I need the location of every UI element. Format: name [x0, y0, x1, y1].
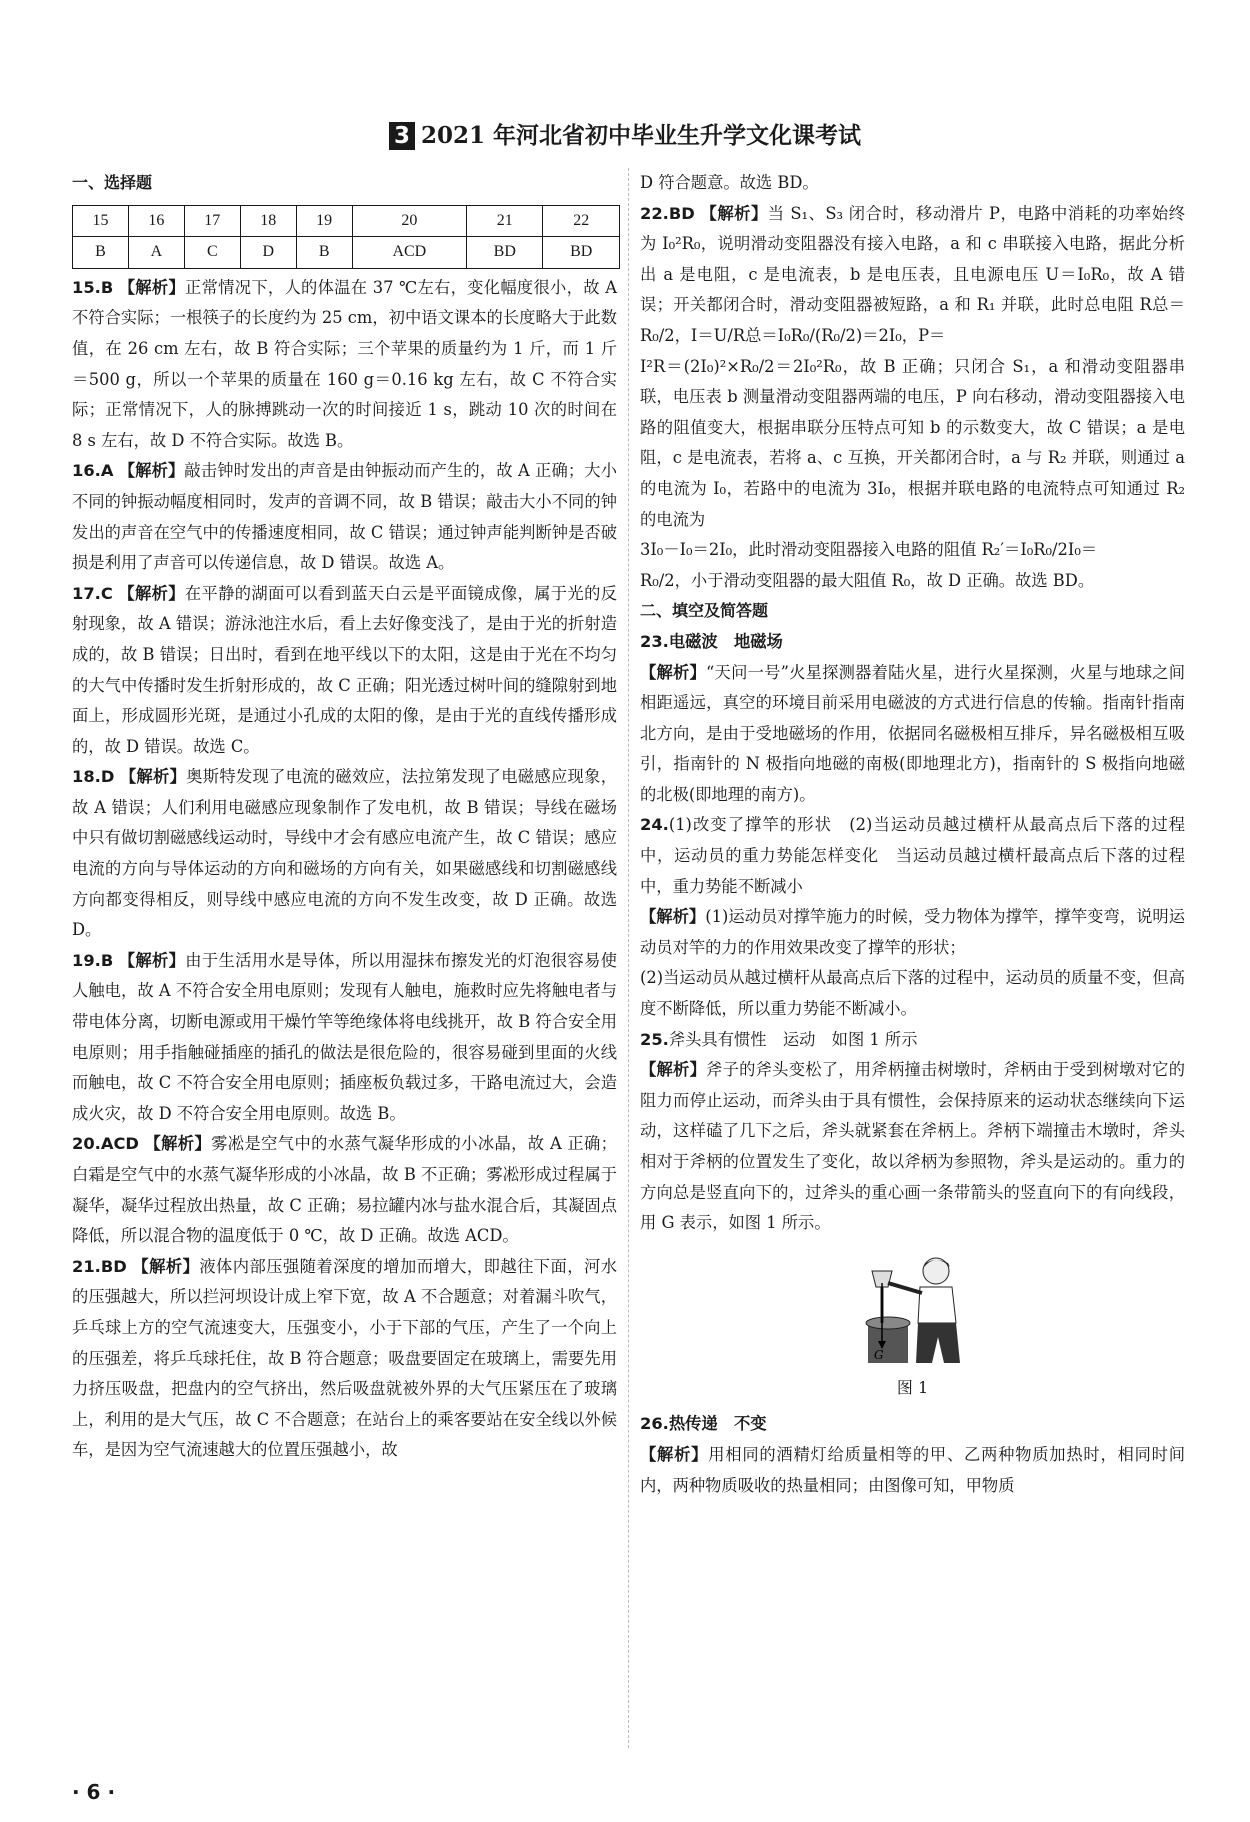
- question-21-continued: D 符合题意。故选 BD。: [640, 173, 819, 192]
- person-pants: [916, 1323, 960, 1363]
- table-cell: 19: [296, 205, 352, 237]
- question-18: 18.D 【解析】奥斯特发现了电流的磁效应，法拉第发现了电磁感应现象，故 A 错误；人们利用电磁感应现象制作了发电机，故 B 错误；导线在磁场中只有做切割磁感线运动时，导线中才会有感应电流产生，故 C 错误；感应电流的方向与导体运动的方向和磁场的方向有关，如果磁感线和切割磁感线方向都变得相反，则导线中感应电流的方向不发生改变，故 D 正确。故选 D。: [72, 767, 617, 940]
- table-cell: ACD: [352, 237, 466, 269]
- question-19: 19.B 【解析】由于生活用水是导体，所以用湿抹布擦发光的灯泡很容易使人触电，故 A 不符合安全用电原则；发现有人触电，施救时应先将触电者与带电体分离，切断电源或用干燥竹竿等绝缘体将电线挑开，故 B 符合安全用电原则；用手指触碰插座的插孔的做法是很危险的，很容易碰到里面的火线而触电，故 C 不符合安全用电原则；插座板负载过多，干路电流过大，会造成火灾，故 D 不符合安全用电原则。故选 B。: [72, 950, 617, 1123]
- section-heading-fill: 二、填空及简答题: [640, 601, 769, 621]
- answer-table-answer-row: [73, 237, 620, 269]
- page-title: [0, 122, 1250, 150]
- question-24-analysis-2: (2)当运动员从越过横杆从最高点后下落的过程中，运动员的质量不变，但高度不断降低，所以重力势能不断减小。: [640, 968, 1185, 1019]
- table-cell: 15: [73, 205, 129, 237]
- column-divider: [628, 168, 629, 1748]
- question-21: 21.BD 【解析】液体内部压强随着深度的增加而增大，即越往下面，河水的压强越大，所以拦河坝设计成上窄下宽，故 A 不合题意；对着漏斗吹气，乒乓球上方的空气流速变大，压强变小，小于下部的气压，产生了一个向上的压强差，将乒乓球托住，故 B 符合题意；吸盘要固定在玻璃上，需要先用力挤压吸盘，把盘内的空气挤出，然后吸盘就被外界的大气压紧压在了玻璃上，利用的是大气压，故 C 不合题意；在站台上的乘客要站在安全线以外候车，是因为空气流速越大的位置压强越小，故: [72, 1256, 617, 1460]
- table-cell: A: [128, 237, 184, 269]
- question-24-answer: 24.(1)改变了撑竿的形状 (2)当运动员越过横杆从最高点后下落的过程中，运动员的重力势能怎样变化 当运动员越过横杆最高点后下落的过程中，重力势能不断减小: [640, 815, 1185, 896]
- question-23-answer: 23.电磁波 地磁场: [640, 631, 783, 651]
- table-cell: 16: [128, 205, 184, 237]
- answer-table: [72, 205, 620, 269]
- question-22-part4: R₀/2，小于滑动变阻器的最大阻值 R₀，故 D 正确。故选 BD。: [640, 570, 1095, 590]
- question-17: 17.C 【解析】在平静的湖面可以看到蓝天白云是平面镜成像，属于光的反射现象，故 A 错误；游泳池注水后，看上去好像变浅了，是由于光的折射造成的，故 B 错误；日出时，看到在地平线以下的太阳，这是由于光在不均匀的大气中传播时发生折射形成的，故 C 正确；阳光透过树叶间的缝隙射到地面上，形成圆形光斑，是通过小孔成的太阳的像，是由于光的直线传播形成的，故 D 错误。故选 C。: [72, 583, 617, 756]
- figure-1: [640, 1253, 1185, 1404]
- page-number: · 6 ·: [72, 1780, 116, 1804]
- stump-top: [866, 1317, 910, 1329]
- person-shirt: [918, 1287, 956, 1323]
- question-26-analysis: 【解析】用相同的酒精灯给质量相等的甲、乙两种物质加热时，相同时间内，两种物质吸收的热量相同；由图像可知，甲物质: [640, 1444, 1185, 1495]
- question-23-analysis: 【解析】“天问一号”火星探测器着陆火星，进行火星探测，火星与地球之间相距遥远，真空的环境目前采用电磁波的方式进行信息的传输。指南针指南北方向，是由于受地磁场的作用，依据同名磁极相互排斥，异名磁极相互吸引，指南针的 N 极指向地磁的南极(即地理北方)，指南针的 S 极指向地磁的北极(即地理的南方)。: [640, 662, 1185, 804]
- left-column: [72, 168, 617, 1466]
- table-cell: 18: [240, 205, 296, 237]
- table-cell: 22: [543, 205, 620, 237]
- table-cell: 17: [184, 205, 240, 237]
- right-column: [640, 168, 1185, 1501]
- table-cell: BD: [467, 237, 543, 269]
- gravity-label: G: [873, 1347, 884, 1362]
- table-cell: B: [73, 237, 129, 269]
- figure-caption: 图 1: [896, 1377, 929, 1397]
- table-cell: C: [184, 237, 240, 269]
- question-24-analysis: 【解析】(1)运动员对撑竿施力的时候，受力物体为撑竿，撑竿变弯，说明运动员对竿的力的作用效果改变了撑竿的形状；: [640, 907, 1185, 957]
- table-cell: 20: [352, 205, 466, 237]
- man-chopping-illustration: [858, 1253, 968, 1373]
- person-arm: [888, 1283, 922, 1293]
- answer-table-header-row: [73, 205, 620, 237]
- table-cell: 21: [467, 205, 543, 237]
- question-15: 15.B 【解析】正常情况下，人的体温在 37 ℃左右，变化幅度很小，故 A 不符合实际；一根筷子的长度约为 25 cm，初中语文课本的长度略大于此数值，在 26 cm 左右，故 B 符合实际；三个苹果的质量约为 1 斤，而 1 斤＝500 g，所以一个苹果的质量在 160 g＝0.16 kg 左右，故 C 不符合实际；正常情况下，人的脉搏跳动一次的时间接近 1 s，跳动 10 次的时间在 8 s 左右，故 D 不符合实际。故选 B。: [72, 277, 617, 450]
- table-cell: BD: [543, 237, 620, 269]
- question-22-part3: 3I₀－I₀＝2I₀，此时滑动变阻器接入电路的阻值 R₂′＝I₀R₀/2I₀＝: [640, 540, 1098, 560]
- question-16: 16.A 【解析】敲击钟时发出的声音是由钟振动而产生的，故 A 正确；大小不同的钟振动幅度相同时，发声的音调不同，故 B 错误；敲击大小不同的钟发出的声音在空气中的传播速度相同，故 C 错误；通过钟声能判断钟是否破损是利用了声音可以传递信息，故 D 错误。故选 A。: [72, 461, 617, 573]
- question-22-part2: I²R＝(2I₀)²×R₀/2＝2I₀²R₀，故 B 正确；只闭合 S₁，a 和滑动变阻器串联，电压表 b 测量滑动变阻器两端的电压，P 向右移动，滑动变阻器接入电路的阻值变大，根据串联分压特点可知 b 的示数变大，故 C 错误；a 是电阻，c 是电流表，若将 a、c 互换，开关都闭合时，a 与 R₂ 并联，则通过 a 的电流为 I₀，若路中的电流为 3I₀，根据并联电路的电流特点可知通过 R₂ 的电流为: [640, 356, 1185, 529]
- title-number-badge: 3: [389, 122, 415, 150]
- question-26-answer: 26.热传递 不变: [640, 1414, 767, 1434]
- question-25-answer: 25.斧头具有惯性 运动 如图 1 所示: [640, 1029, 918, 1049]
- table-cell: B: [296, 237, 352, 269]
- question-25-analysis: 【解析】斧子的斧头变松了，用斧柄撞击树墩时，斧柄由于受到树墩对它的阻力而停止运动，而斧头由于具有惯性，会保持原来的运动状态继续向下运动，这样磕了几下之后，斧头就紧套在斧柄上。斧柄下端撞击木墩时，斧头相对于斧柄的位置发生了变化，故以斧柄为参照物，斧头是运动的。重力的方向总是竖直向下的，过斧头的重心画一条带箭头的竖直向下的有向线段，用 G 表示，如图 1 所示。: [640, 1060, 1185, 1233]
- table-cell: D: [240, 237, 296, 269]
- title-text: 2021 年河北省初中毕业生升学文化课考试: [420, 122, 862, 149]
- question-22: 22.BD 【解析】当 S₁、S₃ 闭合时，移动滑片 P，电路中消耗的功率始终为 I₀²R₀，说明滑动变阻器没有接入电路，a 和 c 串联接入电路，据此分析出 a 是电阻，c 是电流表，b 是电压表，且电源电压 U＝I₀R₀，故 A 错误；开关都闭合时，滑动变阻器被短路，a 和 R₁ 并联，此时总电阻 R总＝R₀/2，I＝U/R总＝I₀R₀/(R₀/2)＝2I₀，P＝: [640, 203, 1185, 345]
- section-heading-choice: 一、选择题: [72, 173, 153, 192]
- question-20: 20.ACD 【解析】雾凇是空气中的水蒸气凝华形成的小冰晶，故 A 正确；白霜是空气中的水蒸气凝华形成的小冰晶，故 B 不正确；雾凇形成过程属于凝华，凝华过程放出热量，故 C 正确；易拉罐内冰与盐水混合后，其凝固点降低，所以混合物的温度低于 0 ℃，故 D 正确。故选 ACD。: [72, 1134, 617, 1246]
